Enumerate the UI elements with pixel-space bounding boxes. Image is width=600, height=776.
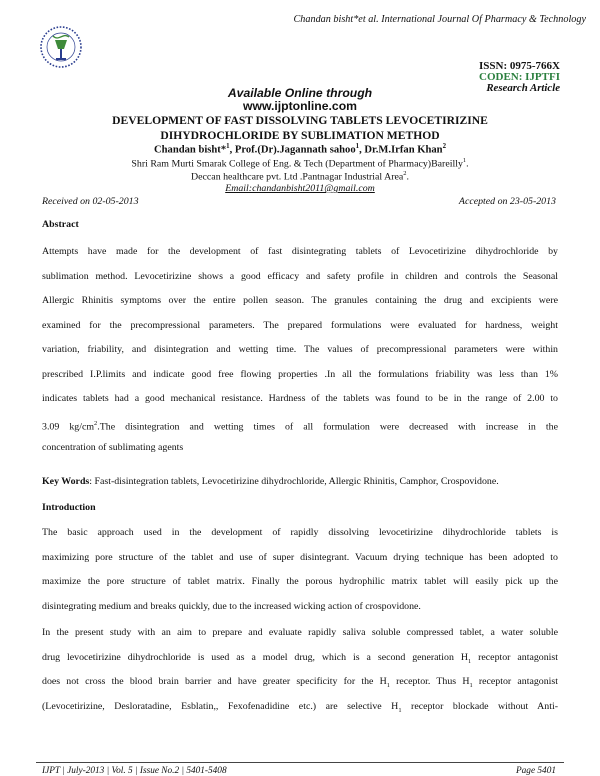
abstract-line: Attempts have made for the development of fast disintegrating tablets of Levocetirizine dihydrochloride by xyxy=(42,246,558,257)
introduction-paragraph-1 xyxy=(42,526,558,624)
author-1: Chandan bisht* xyxy=(154,144,227,156)
abstract-line: examined for the precompressional parameters. The prepared formulations were evaluated for hardness, weight xyxy=(42,319,558,331)
keywords-text: : Fast-disintegration tablets, Levocetirizine dihydrochloride, Allergic Rhinitis, Camphor, Crospovidone. xyxy=(89,476,499,487)
article-type: Research Article xyxy=(486,82,560,94)
intro-line: maximize the pore structure of tablet matrix. Finally the porous hydrophilic matrix tablet will easily pick up the xyxy=(42,576,558,587)
keywords xyxy=(42,476,558,487)
abstract-line: variation, friability, and disintegration and wetting time. The values of precompressional parameters were within xyxy=(42,344,558,355)
accepted-date: Accepted on 23-05-2013 xyxy=(458,196,556,207)
author-3: , Dr.M.Irfan Khan xyxy=(359,144,443,156)
running-header-citation: Chandan bisht*et al. International Journal Of Pharmacy & Technology xyxy=(293,14,586,25)
abstract-heading: Abstract xyxy=(42,219,79,230)
paper-title xyxy=(30,113,570,143)
intro-line: In the present study with an aim to prepare and evaluate rapidly saliva soluble compressed tablet, a water soluble xyxy=(42,627,558,638)
introduction-heading: Introduction xyxy=(42,502,96,513)
footer-citation: IJPT | July-2013 | Vol. 5 | Issue No.2 | 5401-5408 xyxy=(42,766,227,776)
journal-website: www.ijptonline.com xyxy=(243,99,357,113)
author-email-link[interactable]: Email:chandanbisht2011@gmail.com xyxy=(225,183,375,194)
abstract-line: concentration of sublimating agents xyxy=(42,442,184,453)
keywords-label: Key Words xyxy=(42,476,90,487)
footer-divider xyxy=(36,762,564,763)
title-line-1: DEVELOPMENT OF FAST DISSOLVING TABLETS LEVOCETIRIZINE xyxy=(112,114,488,127)
introduction-paragraph-2 xyxy=(42,626,558,724)
abstract-line: sublimation method. Levocetirizine shows a good efficacy and safety profile in children and controls the Seasonal xyxy=(42,270,558,282)
title-line-2: DIHYDROCHLORIDE BY SUBLIMATION METHOD xyxy=(160,129,440,142)
abstract-body xyxy=(42,245,558,466)
available-online-label: Available Online through xyxy=(227,86,373,100)
intro-line: (Levocetirizine, Desloratadine, Esblatin,, Fexofenadidine etc.) are selective $H_1$ receptor blockade without Anti- xyxy=(42,700,558,714)
abstract-line: prescribed I.P.limits and indicate good free flowing properties .In all the formulations friability was less than 1% xyxy=(42,368,558,380)
issn: ISSN: 0975-766X xyxy=(479,60,560,72)
intro-line: The basic approach used in the development of rapidly dissolving levocetirizine dihydrochloride tablets is xyxy=(42,527,558,538)
intro-line: maximizing pore structure of the tablet and use of super disintegrant. Vacuum drying technique has been adopted to xyxy=(42,551,558,563)
author-2: , Prof.(Dr).Jagannath sahoo xyxy=(229,144,356,156)
abstract-line: indicates tablets had a good mechanical resistance. Hardness of the tablets was found to be in the range of 2.00 to xyxy=(42,393,558,404)
abstract-line: Allergic Rhinitis symptoms over the entire pollen season. The granules containing the drug and excipients were xyxy=(42,295,558,306)
journal-logo xyxy=(36,22,86,72)
coden: CODEN: IJPTFI xyxy=(479,71,560,83)
affiliation-2: Deccan healthcare pvt. Ltd .Pantnagar Industrial Area$^2$. xyxy=(191,170,409,183)
intro-line: drug levocetirizine dihydrochloride is used as a model drug, which is a second generation $H_1$ receptor antagonist xyxy=(42,651,559,665)
intro-line: does not cross the blood brain barrier and have greater specificity for the $H_1$ receptor. Thus $H_1$ receptor antagonist xyxy=(42,676,558,689)
affiliation-1: Shri Ram Murti Smarak College of Eng. & Tech (Department of Pharmacy)Bareilly$^1$. xyxy=(131,157,469,170)
page-number: Page 5401 xyxy=(515,766,556,776)
author-list: Chandan bisht*$^1$, Prof.(Dr).Jagannath sahoo$^1$, Dr.M.Irfan Khan$^2$ xyxy=(154,143,446,156)
received-date: Received on 02-05-2013 xyxy=(42,196,139,207)
abstract-line: 3.09 $kg/cm^2.The$ disintegration and wetting times of all formulation were decreased with increase in the xyxy=(42,419,558,432)
intro-line: disintegrating medium and breaks quickly, due to the increased wicking action of crospovidone. xyxy=(42,600,421,612)
